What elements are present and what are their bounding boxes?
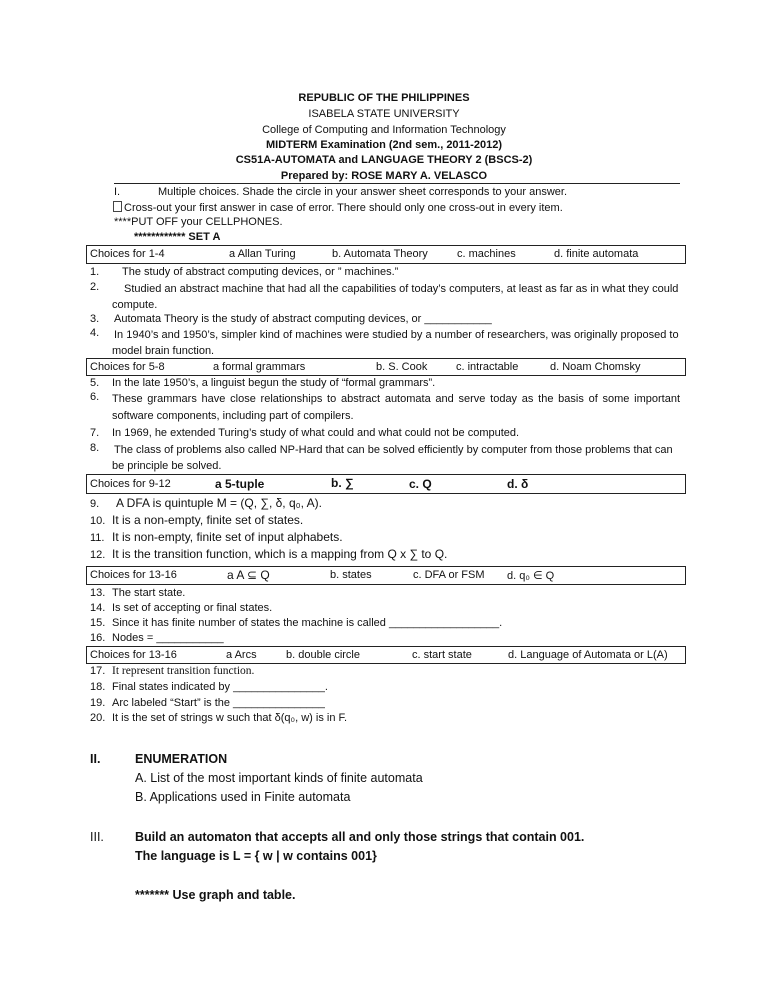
choice-d: d. q₀ ∈ Q	[507, 570, 555, 582]
choice-d: d. δ	[507, 477, 529, 491]
choices-box-5-8	[86, 358, 686, 376]
question-11: 11. It is non-empty, finite set of input alphabets.	[90, 530, 343, 544]
choice-b: b. states	[330, 569, 372, 581]
question-5: 5. In the late 1950’s, a linguist begun the study of “formal grammars”.	[90, 377, 436, 389]
question-9: 9. A DFA is quintuple M = (Q, ∑, δ, q₀, A).	[90, 496, 322, 510]
question-3: 3. Automata Theory is the study of abstract computing devices, or ___________	[90, 313, 492, 325]
choice-a: a 5-tuple	[215, 477, 265, 491]
section-3-language: The language is L = { w | w contains 001}	[135, 849, 377, 863]
choice-a: a A ⊆ Q	[227, 568, 270, 582]
header-course: CS51A-AUTOMATA and LANGUAGE THEORY 2 (BSCS-2)	[235, 154, 533, 166]
question-4: 4. In 1940’s and 1950’s, simpler kind of machines were studied by a number of researchers, was originally proposed to model brain function.	[90, 327, 679, 357]
instructions-line3: ****PUT OFF your CELLPHONES.	[114, 216, 283, 228]
header-country: REPUBLIC OF THE PHILIPPINES	[298, 92, 470, 104]
choices-label: Choices for 5-8	[90, 361, 165, 373]
instructions-line1: Multiple choices. Shade the circle in your answer sheet corresponds to your answer.	[158, 186, 568, 198]
question-7: 7. In 1969, he extended Turing’s study of what could and what could not be computed.	[90, 427, 520, 439]
question-12: 12. It is the transition function, which is a mapping from Q x ∑ to Q.	[90, 547, 448, 561]
choice-a: a Arcs	[226, 649, 257, 661]
header-exam: MIDTERM Examination (2nd sem., 2011-2012)	[266, 139, 502, 151]
question-14: 14. Is set of accepting or final states.	[90, 602, 273, 614]
choices-box-1-4	[86, 245, 686, 264]
choice-d: d. Language of Automata or L(A)	[508, 649, 668, 661]
section-3-task: Build an automaton that accepts all and only those strings that contain 001.	[135, 830, 585, 844]
choice-b: b. double circle	[286, 649, 360, 661]
choice-d: d. Noam Chomsky	[550, 361, 641, 373]
choice-a: a formal grammars	[213, 361, 306, 373]
choice-b: b. ∑	[331, 476, 354, 490]
question-10: 10. It is a non-empty, finite set of states.	[90, 513, 304, 527]
section-3-note: ******* Use graph and table.	[135, 888, 296, 902]
choice-c: c. machines	[457, 248, 516, 260]
section-2-title: ENUMERATION	[135, 752, 228, 766]
question-20: 20. It is the set of strings w such that δ(q₀, w) is in F.	[90, 712, 348, 724]
section-3-roman: III.	[90, 830, 104, 844]
choices-label: Choices for 9-12	[90, 478, 171, 490]
choices-label: Choices for 13-16	[90, 649, 177, 661]
question-19: 19. Arc labeled “Start” is the _______________	[90, 697, 325, 709]
section-2-item-b: B. Applications used in Finite automata	[135, 790, 351, 804]
choice-c: c. intractable	[456, 361, 519, 373]
section-2-item-a: A. List of the most important kinds of finite automata	[135, 771, 423, 785]
question-1: 1. The study of abstract computing devices, or ” machines.”	[90, 266, 399, 278]
header-prepared-by: Prepared by: ROSE MARY A. VELASCO	[280, 170, 488, 182]
header-rule	[114, 183, 680, 184]
choices-label: Choices for 1-4	[90, 248, 165, 260]
question-18: 18. Final states indicated by _______________.	[90, 681, 328, 693]
warning-icon	[113, 201, 122, 212]
choice-c: c. start state	[412, 649, 472, 661]
choices-box-13-16	[86, 566, 686, 585]
set-label: ************ SET A	[134, 231, 221, 243]
choice-b: b. S. Cook	[376, 361, 428, 373]
question-8: 8. The class of problems also called NP-Hard that can be solved efficiently by computer from those problems that can be principle be solved.	[90, 442, 673, 472]
question-16: 16. Nodes = ___________	[90, 632, 224, 644]
choices-box-9-12	[86, 474, 686, 494]
question-2: 2. Studied an abstract machine that had all the capabilities of today’s computers, at least as far as in what they could compute.	[90, 281, 679, 311]
instructions-line2-wrap	[113, 201, 563, 214]
header-university: ISABELA STATE UNIVERSITY	[308, 108, 460, 120]
question-15: 15. Since it has finite number of states the machine is called __________________.	[90, 617, 503, 629]
choices-box-17-20	[86, 646, 686, 664]
instructions-line2: Cross-out your first answer in case of error. There should only one cross-out in every item.	[124, 202, 563, 214]
question-17: 17. It represent transition function.	[90, 665, 255, 677]
instructions-roman: I.	[114, 186, 121, 198]
question-6: 6. These grammars have close relationships to abstract automata and serve today as the basis of some important software components, including part of compilers.	[90, 391, 680, 422]
choices-label: Choices for 13-16	[90, 569, 177, 581]
choice-a: a Allan Turing	[229, 248, 296, 260]
choice-b: b. Automata Theory	[332, 248, 428, 260]
question-13: 13. The start state.	[90, 587, 186, 599]
choice-c: c. Q	[409, 477, 432, 491]
choice-d: d. finite automata	[554, 248, 639, 260]
choice-c: c. DFA or FSM	[413, 569, 485, 581]
section-2-roman: II.	[90, 752, 101, 766]
header-college: College of Computing and Information Technology	[262, 124, 506, 136]
